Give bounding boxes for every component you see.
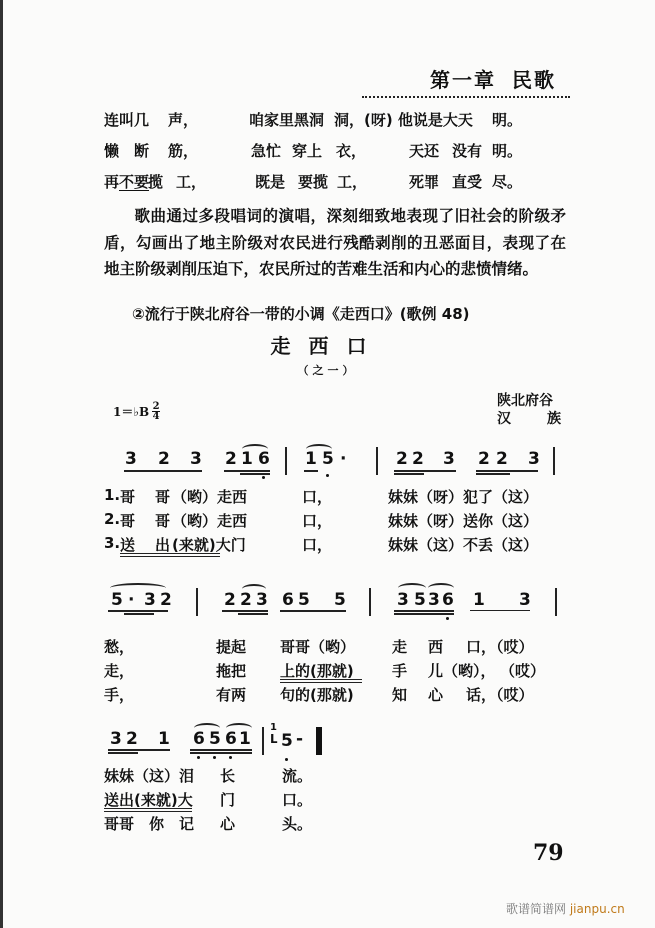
underline-beam <box>108 610 168 612</box>
note: 6 <box>193 729 205 749</box>
low-octave-dot <box>229 756 232 759</box>
lyric-text: 哥 <box>155 512 171 530</box>
low-octave-dot <box>326 474 329 477</box>
section-label: 民歌 <box>512 68 556 92</box>
note: 3 <box>144 590 156 610</box>
lyric-text: 上的(那就) <box>280 662 354 680</box>
note: 3 <box>397 590 409 610</box>
underline-beam <box>394 613 454 615</box>
note: 3 <box>190 449 202 469</box>
lyric-text: 哥 <box>120 512 136 530</box>
lyric-text: 长 <box>220 767 236 785</box>
lyric-text: 揽 <box>148 173 164 191</box>
lyric-text: 流。 <box>282 767 313 785</box>
grace-note: 1 <box>270 722 277 733</box>
chapter-label: 第一章 <box>430 68 496 92</box>
low-octave-dot <box>446 617 449 620</box>
barline <box>285 447 287 475</box>
note: 3 <box>256 590 268 610</box>
underline-beam <box>238 613 268 615</box>
underline-beam <box>124 613 154 615</box>
body-paragraph <box>104 203 566 283</box>
lyric-text: 妹妹（这）不丢（这） <box>388 536 539 554</box>
lyric-text: 再 <box>104 173 120 191</box>
chapter-header <box>430 64 556 93</box>
note: 3 <box>428 590 440 610</box>
note: 1 <box>239 729 251 749</box>
lyric-text: 有两 <box>216 686 247 704</box>
note: 2 <box>126 729 138 749</box>
note: 3 <box>125 449 137 469</box>
barline <box>376 447 378 475</box>
underline-beam <box>224 470 270 472</box>
slur <box>398 583 426 593</box>
lyric-text: 句的(那就) <box>280 686 354 704</box>
song-title: 走西口 <box>270 334 385 358</box>
lyric-text: 送 <box>120 536 136 554</box>
lyric-text: 心 <box>428 686 444 704</box>
lyric-text: （哎） <box>500 662 546 680</box>
watermark <box>506 900 625 917</box>
note-dot: · <box>128 590 135 610</box>
underline-beam <box>240 473 270 475</box>
lyric-underline <box>104 811 192 812</box>
lyric-text: 送出(来就)大 <box>104 791 193 809</box>
verse-number: 1. <box>104 486 121 504</box>
note: 2 <box>160 590 172 610</box>
low-octave-dot <box>197 756 200 759</box>
note: 6 <box>225 729 237 749</box>
barline <box>369 588 371 616</box>
lyric-text: 走， <box>104 662 135 680</box>
note: 2 <box>478 449 490 469</box>
barline <box>553 447 555 475</box>
lyric-line-1 <box>104 109 149 130</box>
note: 3 <box>110 729 122 749</box>
paragraph-text: 歌曲通过多段唱词的演唱，深刻细致地表现了旧社会的阶级矛盾，勾画出了地主阶级对农民进行残酷剥削的丑恶面目，表现了在地主阶级剥削压迫下，农民所过的苦难生活和内心的悲愤情绪。 <box>104 207 566 278</box>
underline-beam <box>394 610 454 612</box>
lyric-text-underlined: 不要 <box>119 173 150 191</box>
lyric-text: 工， <box>176 173 207 191</box>
lyric-text: 哥 <box>155 488 171 506</box>
lyric-text: 口。 <box>282 791 313 809</box>
lyric-text: 门 <box>220 791 236 809</box>
lyric-text: 洞，(呀) 他说是大天 <box>334 111 473 129</box>
lyric-text: 要揽 <box>298 173 329 191</box>
verse-number: 3. <box>104 534 121 552</box>
underline-beam <box>190 749 252 751</box>
origin-region: 陕北府谷 <box>497 393 553 409</box>
lyric-text: 妹妹（这）泪 <box>104 767 195 785</box>
lyric-text: 断 <box>134 142 150 160</box>
slur <box>110 583 166 593</box>
lyric-text: 话，（哎） <box>466 686 534 704</box>
low-octave-dot <box>213 756 216 759</box>
underline-beam <box>394 470 456 472</box>
slur <box>428 583 454 593</box>
underline-beam <box>108 749 170 751</box>
song-reference: ②流行于陕北府谷一带的小调《走西口》(歌例 48) <box>132 305 470 323</box>
underline-beam <box>476 470 538 472</box>
lyric-text: 口， <box>302 488 333 506</box>
lyric-text: (来就)大门 <box>172 536 246 554</box>
lyric-text: 口， <box>302 536 333 554</box>
lyric-text: 衣， <box>336 142 367 160</box>
lyric-text: 西 <box>428 638 444 656</box>
lyric-text: 筋， <box>168 142 199 160</box>
header-dotted-rule <box>362 96 570 98</box>
note: 5 <box>322 449 334 469</box>
lyric-text: 出 <box>155 536 171 554</box>
lyric-text: （哟）走西 <box>172 488 248 506</box>
note-dash: - <box>296 729 304 749</box>
origin-ethnic-1: 汉 <box>497 411 511 427</box>
note: 2 <box>225 449 237 469</box>
underline-beam <box>222 610 268 612</box>
note: 3 <box>519 590 531 610</box>
lyric-text: 妹妹（呀）犯了（这） <box>388 488 539 506</box>
lyric-text: 直受 <box>452 173 483 191</box>
barline <box>555 588 557 616</box>
note: 5 <box>281 731 293 751</box>
note: 2 <box>396 449 408 469</box>
underline-beam <box>476 473 510 475</box>
underline-beam <box>280 610 346 612</box>
slur <box>226 723 252 733</box>
lyric-text: 儿（哟）， <box>428 662 496 680</box>
lyric-underline <box>120 556 220 557</box>
grace-hook-icon: ᒪ <box>270 732 278 746</box>
lyric-text: 哥哥（哟） <box>280 638 356 656</box>
note: 1 <box>241 449 253 469</box>
note: 2 <box>224 590 236 610</box>
song-origin <box>497 392 561 428</box>
lyric-text: 知 <box>392 686 408 704</box>
lyric-text: （哟）走西 <box>172 512 248 530</box>
underline-beam <box>190 752 252 754</box>
note-dot: · <box>340 449 347 469</box>
watermark-url: jianpu.cn <box>569 902 625 916</box>
lyric-text: 走 <box>392 638 408 656</box>
lyric-text: 没有 <box>452 142 483 160</box>
low-octave-dot <box>285 758 288 761</box>
note: 5 <box>209 729 221 749</box>
note: 1 <box>473 590 485 610</box>
note: 2 <box>158 449 170 469</box>
lyric-text: 连叫几 <box>104 111 150 129</box>
slur <box>306 444 332 454</box>
origin-ethnic-2: 族 <box>547 411 561 427</box>
lyric-underline <box>280 682 362 683</box>
lyric-text: 口， <box>302 512 333 530</box>
lyric-text: 天还 <box>409 142 440 160</box>
note: 5 <box>298 590 310 610</box>
note: 2 <box>240 590 252 610</box>
page-edge <box>0 0 3 928</box>
underline-beam <box>470 610 530 611</box>
underline-beam <box>108 752 138 754</box>
underline-beam <box>304 470 318 472</box>
lyric-underline <box>104 808 192 809</box>
time-signature <box>152 402 160 421</box>
note: 6 <box>442 590 454 610</box>
note: 2 <box>412 449 424 469</box>
verse-number: 2. <box>104 510 121 528</box>
note: 2 <box>496 449 508 469</box>
lyric-text: 头。 <box>282 815 313 833</box>
lyric-text: 尽。 <box>492 173 523 191</box>
note: 1 <box>158 729 170 749</box>
time-top: 2 <box>152 401 160 412</box>
song-subtitle: （之一） <box>297 364 358 377</box>
lyric-text: 咱家里黑洞 <box>249 111 325 129</box>
lyric-text: 拖把 <box>216 662 247 680</box>
lyric-text: 明。 <box>492 111 523 129</box>
barline <box>262 727 264 755</box>
lyric-text: 妹妹（呀）送你（这） <box>388 512 539 530</box>
time-bottom: 4 <box>152 411 160 422</box>
verse-1 <box>104 486 120 504</box>
key-signature <box>113 402 160 421</box>
lyric-text: 手 <box>392 662 408 680</box>
lyric-underline <box>120 553 220 554</box>
lyric-text: 手， <box>104 686 135 704</box>
underline-beam <box>124 470 202 472</box>
final-barline <box>316 727 322 755</box>
low-octave-dot <box>262 476 265 479</box>
lyric-text: 哥 <box>120 488 136 506</box>
note: 3 <box>528 449 540 469</box>
watermark-text: 歌谱简谱网 <box>506 902 567 916</box>
slur <box>242 444 268 454</box>
lyric-text: 愁， <box>104 638 135 656</box>
key-label: 1＝♭B <box>113 405 150 419</box>
lyric-text: 口，（哎） <box>466 638 534 656</box>
page-number: 79 <box>533 840 564 866</box>
lyric-text: 声， <box>168 111 199 129</box>
lyric-text: 心 <box>220 815 236 833</box>
lyric-text: 死罪 <box>409 173 440 191</box>
note: 5 <box>414 590 426 610</box>
lyric-text: 既是 <box>255 173 286 191</box>
lyric-text: 明。 <box>492 142 523 160</box>
lyric-underline <box>280 679 362 680</box>
lyric-text: 急忙 <box>251 142 282 160</box>
note: 5 <box>111 590 123 610</box>
lyric-text: 工， <box>337 173 368 191</box>
note: 3 <box>443 449 455 469</box>
note: 1 <box>305 449 317 469</box>
lyric-text: 懒 <box>104 142 120 160</box>
note: 5 <box>334 590 346 610</box>
note: 6 <box>258 449 270 469</box>
slur <box>194 723 220 733</box>
barline <box>196 588 198 616</box>
lyric-text: 提起 <box>216 638 247 656</box>
underline-beam <box>394 473 424 475</box>
lyric-text: 哥哥 你 记 <box>104 815 195 833</box>
slur <box>242 584 266 594</box>
note: 6 <box>282 590 294 610</box>
lyric-text: 穿上 <box>292 142 323 160</box>
